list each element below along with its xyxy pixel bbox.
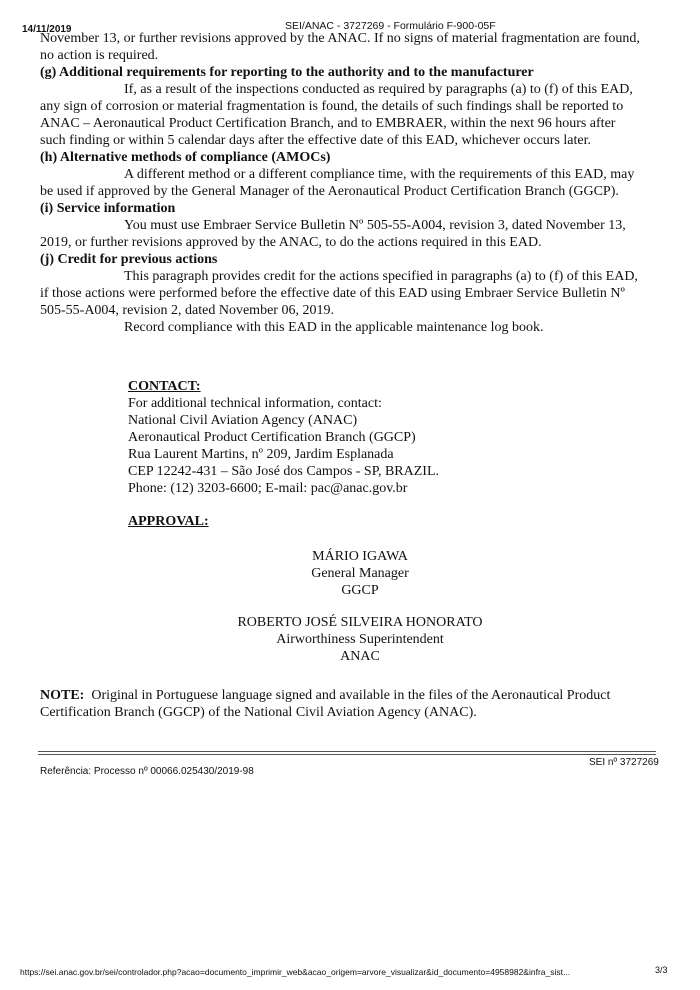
contact-line: For additional technical information, contact: [128, 396, 382, 411]
section-i-body: You must use Embraer Service Bulletin Nº 505-55-A004, revision 3, dated November 13, 2019, or further revisions approved by the ANAC, to do the actions required in this EAD. [40, 218, 626, 250]
contact-line: Rua Laurent Martins, nº 209, Jardim Esplanada [128, 447, 394, 462]
contact-line: National Civil Aviation Agency (ANAC) [128, 413, 358, 428]
document-body [40, 30, 640, 721]
section-j-record: Record compliance with this EAD in the applicable maintenance log book. [124, 320, 544, 335]
sei-number: SEI nº 3727269 [589, 757, 659, 768]
signer-name: MÁRIO IGAWA [312, 549, 408, 564]
signer-name: ROBERTO JOSÉ SILVEIRA HONORATO [237, 615, 483, 630]
section-i-heading: (i) Service information [40, 201, 176, 216]
contact-title: CONTACT: [128, 379, 201, 394]
signer-title: Airworthiness Superintendent [276, 632, 444, 647]
page-number: 3/3 [655, 965, 668, 975]
section-h-body: A different method or a different compliance time, with the requirements of this EAD, may be used if approved by the General Manager of the Aeronautical Product Certification Branch (GGCP). [40, 167, 635, 199]
section-g-heading: (g) Additional requirements for reporting to the authority and to the manufacturer [40, 65, 534, 80]
contact-line: Phone: (12) 3203-6600; E-mail: pac@anac.gov.br [128, 481, 408, 496]
form-header: SEI/ANAC - 3727269 - Formulário F-900-05F [285, 20, 496, 32]
process-reference: Referência: Processo nº 00066.025430/2019-98 [40, 766, 254, 777]
signer-org: GGCP [341, 583, 379, 598]
contact-line: CEP 12242-431 – São José dos Campos - SP, BRAZIL. [128, 464, 440, 479]
signer-2 [80, 614, 640, 665]
footer-separator-2 [38, 754, 656, 755]
signer-title: General Manager [311, 566, 409, 581]
note-text: Original in Portuguese language signed and available in the files of the Aeronautical Product Certification Branch (GGCP) of the National Civil Aviation Agency (ANAC). [40, 688, 611, 720]
contact-block [128, 378, 640, 497]
section-g-body: If, as a result of the inspections conducted as required by paragraphs (a) to (f) of this EAD, any sign of corrosion or material fragmentation is found, the details of such findings shall be reported to ANAC – Aeronautical Product Certification Branch, and to EMBRAER, within the next 96 hours after such finding or within 5 calendar days after the effective date of this EAD, whichever occurs later. [40, 82, 633, 148]
contact-line: Aeronautical Product Certification Branch (GGCP) [128, 430, 416, 445]
section-j-body: This paragraph provides credit for the actions specified in paragraphs (a) to (f) of this EAD, if those actions were performed before the effective date of this EAD using Embraer Service Bulletin Nº 505-55-A004, revision 2, dated November 06, 2019. [40, 269, 638, 318]
approval-title: APPROVAL: [128, 514, 209, 529]
footer-separator-1 [38, 751, 656, 752]
signer-1 [80, 548, 640, 599]
note [40, 687, 640, 721]
section-h-heading: (h) Alternative methods of compliance (AMOCs) [40, 150, 331, 165]
note-label: NOTE: [40, 688, 85, 703]
section-j-heading: (j) Credit for previous actions [40, 252, 218, 267]
print-date: 14/11/2019 [22, 24, 72, 35]
continuation-text: November 13, or further revisions approved by the ANAC. If no signs of material fragmentation are found, no action is required. [40, 31, 640, 63]
print-url: https://sei.anac.gov.br/sei/controlador.php?acao=documento_imprimir_web&acao_origem=arvore_visualizar&id_documento=4958982&infra_sist... [20, 967, 571, 977]
approval-block [128, 513, 640, 530]
signer-org: ANAC [340, 649, 380, 664]
